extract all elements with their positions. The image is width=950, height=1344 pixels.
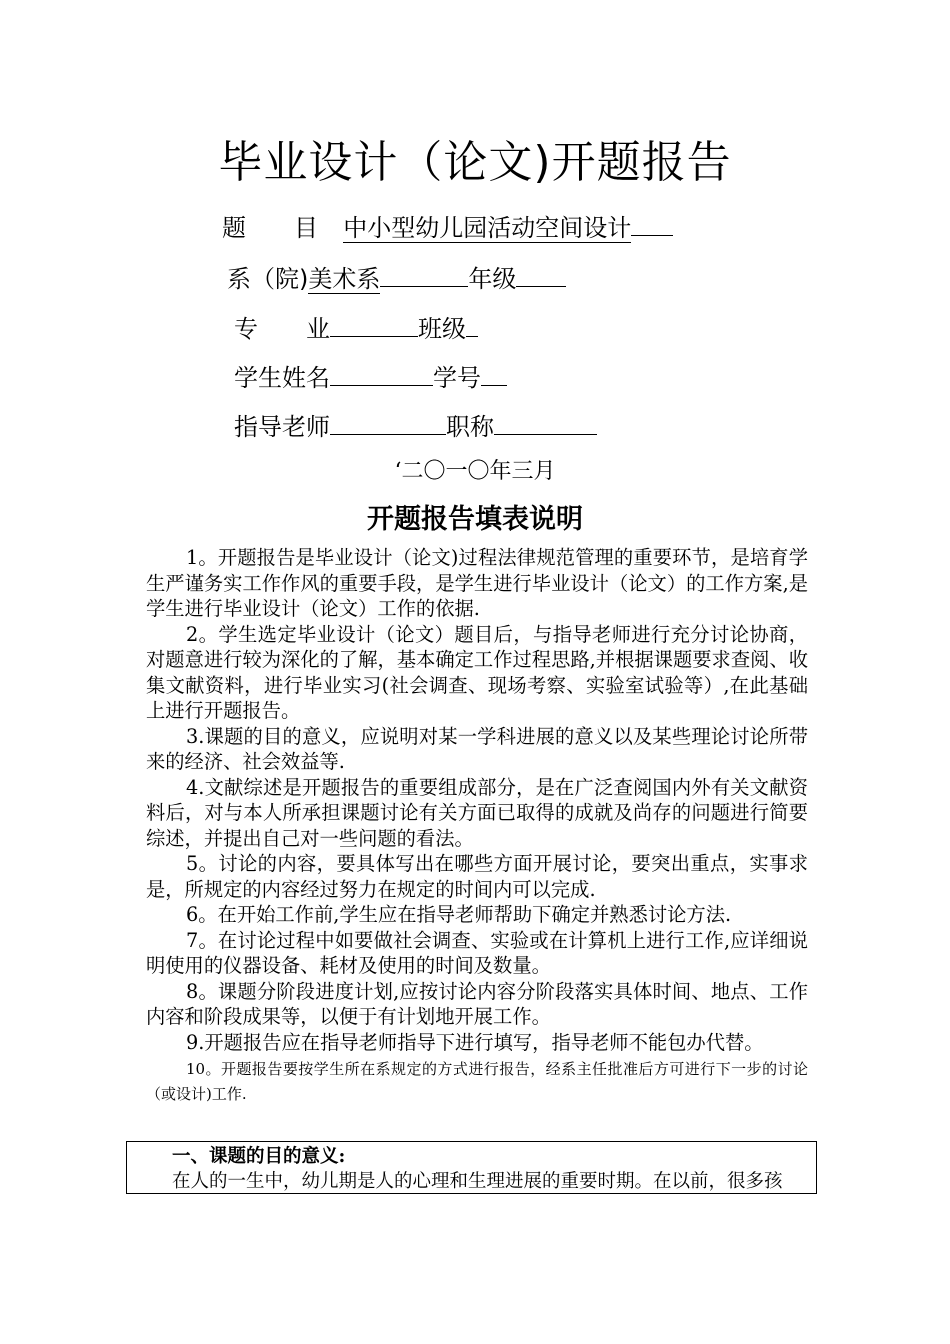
student-id-field xyxy=(481,359,507,386)
instruction-item: 7。在讨论过程中如要做社会调查、实验或在计算机上进行工作,应详细说明使用的仪器设备、耗材及使用的时间及数量。 xyxy=(146,928,808,977)
instruction-item: 9.开题报告应在指导老师指导下进行填写，指导老师不能包办代替。 xyxy=(186,1030,764,1054)
student-name-label: 学生姓名 xyxy=(234,364,330,392)
major-label: 专 业 xyxy=(234,315,330,343)
instruction-item: 10。开题报告要按学生所在系规定的方式进行报告，经系主任批准后方可进行下一步的讨论（或设计)工作. xyxy=(146,1060,808,1103)
instruction-item: 3.课题的目的意义，应说明对某一学科进展的意义以及某些理论讨论所带来的经济、社会效益等. xyxy=(146,724,808,773)
document-title: 毕业设计（论文)开题报告 xyxy=(218,137,732,188)
section-purpose-text: 在人的一生中，幼儿期是人的心理和生理进展的重要时期。在以前，很多孩 xyxy=(172,1171,783,1192)
topic-label: 题 目 xyxy=(222,214,318,242)
major-row xyxy=(234,310,478,345)
section-purpose-box xyxy=(126,1141,817,1194)
instruction-item: 5。讨论的内容，要具体写出在哪些方面开展讨论，要突出重点，实事求是，所规定的内容经过努力在规定的时间内可以完成. xyxy=(146,852,808,901)
major-field xyxy=(330,310,418,337)
instruction-item: 8。课题分阶段进度计划,应按讨论内容分阶段落实具体时间、地点、工作内容和阶段成果等，以便于有计划地开展工作。 xyxy=(146,979,808,1028)
class-label: 班级 xyxy=(418,315,466,343)
student-name-field xyxy=(330,359,433,386)
department-value: 美术系 xyxy=(308,265,381,293)
instruction-item: 2。学生选定毕业设计（论文）题目后，与指导老师进行充分讨论协商，对题意进行较为深化的了解，基本确定工作过程思路,并根据课题要求查阅、收集文献资料，进行毕业实习(社会调查、现场考察、实验室试验等）,在此基础上进行开题报告。 xyxy=(146,622,808,722)
rank-field xyxy=(494,408,597,435)
grade-field xyxy=(516,260,566,287)
instructions-list xyxy=(146,545,808,1107)
advisor-label: 指导老师 xyxy=(234,413,330,441)
grade-label: 年级 xyxy=(468,265,517,293)
student-row xyxy=(234,359,507,394)
department-underline xyxy=(380,260,468,287)
rank-label: 职称 xyxy=(446,413,494,441)
instruction-item: 4.文献综述是开题报告的重要组成部分，是在广泛查阅国内外有关文献资料后，对与本人所承担课题讨论有关方面已取得的成就及尚存的问题进行简要综述，并提出自己对一些问题的看法。 xyxy=(146,775,808,850)
instructions-heading: 开题报告填表说明 xyxy=(367,504,583,535)
department-label: 系（院) xyxy=(227,265,309,293)
class-field xyxy=(466,310,478,337)
student-id-label: 学号 xyxy=(433,364,481,392)
department-row xyxy=(227,260,566,295)
advisor-field xyxy=(330,408,446,435)
topic-row xyxy=(222,209,673,244)
instruction-item: 1。开题报告是毕业设计（论文)过程法律规范管理的重要环节，是培育学生严谨务实工作作风的重要手段，是学生进行毕业设计（论文）的工作方案,是学生进行毕业设计（论文）工作的依据. xyxy=(146,546,808,620)
section-purpose-heading: 一、课题的目的意义: xyxy=(172,1146,346,1167)
topic-value: 中小型幼儿园活动空间设计 xyxy=(343,214,632,242)
report-date: ‘二〇一〇年三月 xyxy=(394,459,556,484)
topic-underline xyxy=(631,209,673,236)
instruction-item: 6。在开始工作前,学生应在指导老师帮助下确定并熟悉讨论方法. xyxy=(186,903,732,926)
advisor-row xyxy=(234,408,597,443)
